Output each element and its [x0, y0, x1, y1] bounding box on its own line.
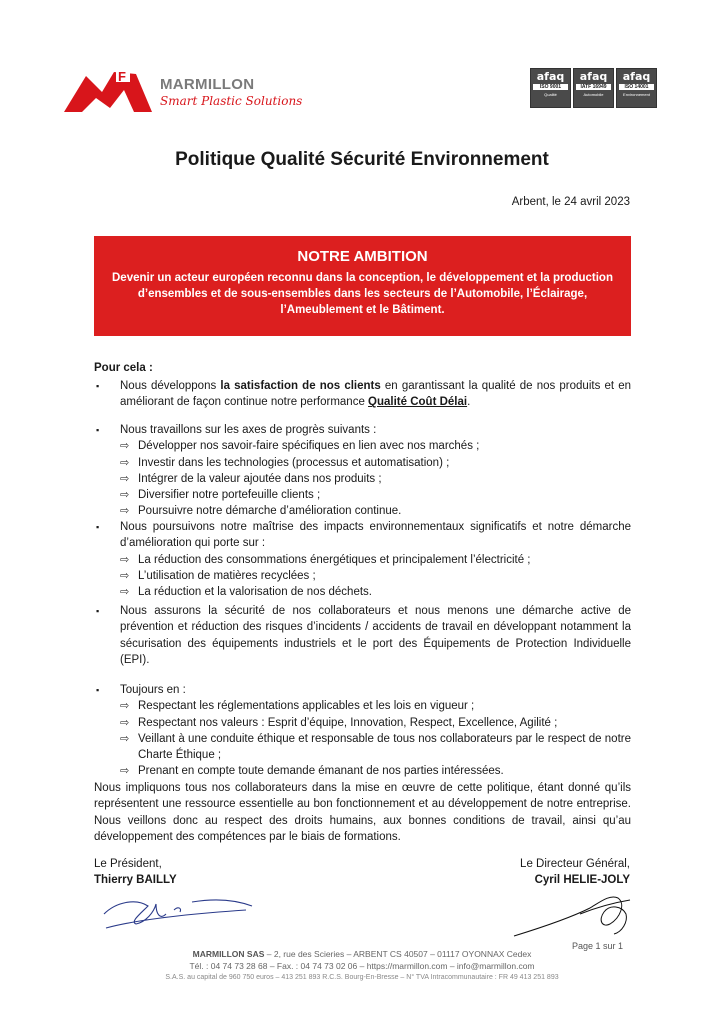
cert-brand: afaq — [536, 70, 565, 83]
list-item: ⇨ Poursuivre notre démarche d’amélioration continue. — [120, 503, 631, 519]
bullet-client-satisfaction — [120, 378, 631, 411]
cert-standard: ISO 9001 — [533, 84, 568, 90]
bullet-always — [120, 682, 631, 780]
ambition-text: Devenir un acteur européen reconnu dans la conception, le développement et la production d’ensembles et de sous-ensembles dans les secteurs de l’Automobile, l’Éclairage, l’Ameublement et le Bâtiment. — [112, 272, 613, 316]
signature-president — [96, 884, 256, 934]
list-item: ⇨ Veillant à une conduite éthique et responsable de tous nos collaborateurs par le respect de notre Charte Éthique ; — [120, 731, 631, 764]
list-item: ⇨ Intégrer de la valeur ajoutée dans nos produits ; — [120, 471, 631, 487]
page-title: Politique Qualité Sécurité Environnement — [175, 149, 549, 170]
bullet-lead: ▪ Toujours en : — [120, 684, 186, 696]
sub-list — [120, 698, 631, 779]
list-item: ⇨ La réduction et la valorisation de nos déchets. — [120, 584, 631, 600]
cert-iso14001 — [616, 68, 657, 108]
bullet-safety — [120, 603, 631, 668]
cert-iso9001 — [530, 68, 571, 108]
list-item: ⇨ Respectant nos valeurs : Esprit d’équipe, Innovation, Respect, Excellence, Agilité ; — [120, 715, 631, 731]
signer-role: Le Directeur Général, — [520, 858, 630, 870]
emphasis-text: la satisfaction de nos clients — [220, 380, 381, 392]
cert-sub: Environnement — [623, 92, 650, 97]
cert-iatf16949 — [573, 68, 614, 108]
cert-standard: IATF 16949 — [576, 84, 611, 90]
text-segment: Nous développons — [120, 380, 221, 392]
closing-paragraph: Nous impliquons tous nos collaborateurs dans la mise en œuvre de cette politique, étant donné qu’ils représentent une ressource essentielle au bon fonctionnement et au développement de notre entreprise. Nous veillons donc au respect des droits humains, aux bonnes conditions de travail, ainsi qu’au développement des compétences par le biais de formations. — [94, 782, 631, 843]
cert-sub: Qualité — [544, 92, 557, 97]
list-item: ⇨ Prenant en compte toute demande émanant de nos parties intéressées. — [120, 763, 631, 779]
footer-address-line — [0, 948, 724, 960]
bullet-lead: ▪ Nous poursuivons notre maîtrise des impacts environnementaux significatifs et notre démarche d’amélioration qui porte sur : — [120, 521, 631, 550]
brand-name: MARMILLON — [160, 76, 255, 93]
ambition-box — [94, 236, 631, 336]
bullet-progress-axes — [120, 422, 631, 520]
certification-logos — [530, 68, 657, 108]
text-segment: en garantissant la qualité de nos produits et en améliorant de façon continue notre performance — [120, 380, 631, 409]
list-item: ⇨ L’utilisation de matières recyclées ; — [120, 568, 631, 584]
document-date: Arbent, le 24 avril 2023 — [511, 196, 630, 208]
text-segment: . — [467, 396, 471, 409]
marmillon-logo — [64, 64, 154, 114]
bullet-lead: ▪ Nous assurons la sécurité de nos collaborateurs et nous menons une démarche active de prévention et réduction des risques d’incidents / accidents de travail en développant notamment la sécurisation des équipements industriels et le port des Équipements de Protection Individuelle (EPI). — [120, 605, 631, 666]
footer-company: MARMILLON SAS — [192, 949, 265, 959]
list-item: ⇨ Respectant les réglementations applicables et les lois en vigueur ; — [120, 698, 631, 714]
intro-label: Pour cela : — [94, 362, 153, 374]
list-item: ⇨ La réduction des consommations énergétiques et principalement l’électricité ; — [120, 552, 631, 568]
list-item: ⇨ Diversifier notre portefeuille clients ; — [120, 487, 631, 503]
footer — [0, 948, 724, 984]
footer-contact: Tél. : 04 74 73 28 68 – Fax. : 04 74 73 02 06 – https://marmillon.com – info@marmillon.com — [189, 961, 535, 971]
cert-brand: afaq — [579, 70, 608, 83]
sub-list — [120, 552, 631, 601]
footer-legal: S.A.S. au capital de 960 750 euros – 413 251 893 R.C.S. Bourg-En-Bresse – N° TVA Intracommunautaire : FR 49 413 251 893 — [165, 974, 559, 981]
page-number: Page 1 sur 1 — [572, 941, 624, 951]
signer-role: Le Président, — [94, 858, 162, 870]
signer-name: Thierry BAILLY — [94, 874, 177, 887]
bullet-lead: ▪ Nous travaillons sur les axes de progrès suivants : — [120, 424, 377, 436]
signer-name: Cyril HELIE-JOLY — [534, 874, 630, 887]
bullet-environment — [120, 519, 631, 600]
list-item: ⇨ Développer nos savoir-faire spécifiques en lien avec nos marchés ; — [120, 438, 631, 454]
sub-list — [120, 438, 631, 519]
qcd-emphasis: Qualité Coût Délai — [368, 396, 468, 409]
cert-brand: afaq — [622, 70, 651, 83]
logo-letter: F — [118, 69, 126, 84]
footer-address: – 2, rue des Scieries – ARBENT CS 40507 – 01117 OYONNAX Cedex — [264, 949, 532, 959]
cert-standard: ISO 14001 — [619, 84, 654, 90]
signature-director — [510, 884, 640, 944]
list-item: ⇨ Investir dans les technologies (processus et automatisation) ; — [120, 455, 631, 471]
cert-sub: Automobile — [583, 92, 604, 97]
brand-tagline: Smart Plastic Solutions — [160, 94, 303, 108]
ambition-heading: NOTRE AMBITION — [297, 248, 428, 265]
